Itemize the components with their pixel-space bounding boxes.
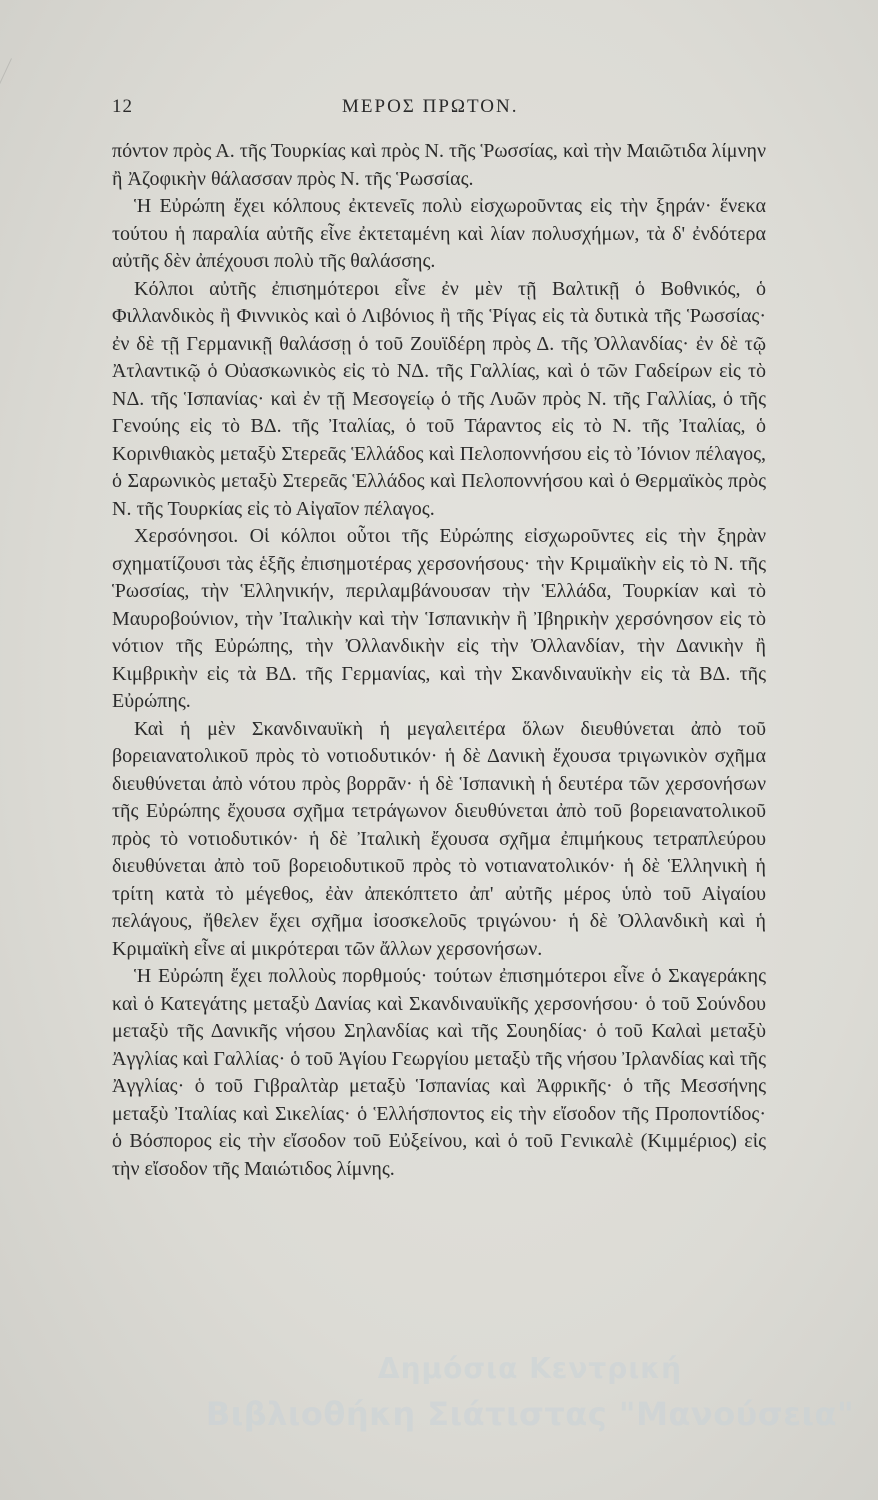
paragraph-coastline: Ἡ Εὐρώπη ἔχει κόλπους ἐκτενεῖς πολὺ εἰσχωροῦντας εἰς τὴν ξηράν· ἕνεκα τούτου ἡ παραλία αὐτῆς εἶνε ἐκτεταμένη καὶ λίαν πολυσχήμων, τὰ δ' ἐνδότερα αὐτῆς δὲν ἀπέχουσι πολὺ τῆς θαλάσσης. xyxy=(112,195,766,272)
paragraph-continuation: πόντον πρὸς Α. τῆς Τουρκίας καὶ πρὸς Ν. τῆς Ῥωσσίας, καὶ τὴν Μαιῶτιδα λίμνην ἢ Ἀζοφικὴν θάλασσαν πρὸς Ν. τῆς Ῥωσσίας. xyxy=(112,140,766,190)
library-watermark-line1: Δημόσια Κεντρική xyxy=(377,1352,683,1385)
body-text xyxy=(112,138,766,1183)
paragraph-peninsulas: Χερσόνησοι. Οἱ κόλποι οὗτοι τῆς Εὐρώπης εἰσχωροῦντες εἰς τὴν ξηρὰν σχηματίζουσι τὰς ἑξῆς ἐπισημοτέρας χερσονήσους· τὴν Κριμαϊκὴν εἰς τὸ Ν. τῆς Ῥωσσίας, τὴν Ἑλληνικήν, περιλαμβάνουσαν τὴν Ἑλλάδα, Τουρκίαν καὶ τὸ Μαυροβούνιον, τὴν Ἰταλικὴν καὶ τὴν Ἱσπανικὴν ἢ Ἰβηρικὴν χερσόνησον εἰς τὸ νότιον τῆς Εὐρώπης, τὴν Ὀλλανδικὴν εἰς τὴν Ὀλλανδίαν, τὴν Δανικὴν ἢ Κιμβρικὴν εἰς τὰ ΒΔ. τῆς Γερμανίας, καὶ τὴν Σκανδιναυϊκὴν εἰς τὰ ΒΔ. τῆς Εὐρώπης. xyxy=(112,525,766,712)
paragraph-gulfs: Κόλποι αὐτῆς ἐπισημότεροι εἶνε ἐν μὲν τῇ Βαλτικῇ ὁ Βοθνικός, ὁ Φιλλανδικὸς ἢ Φιννικὸς καὶ ὁ Λιβόνιος ἢ τῆς Ῥίγας εἰς τὰ δυτικὰ τῆς Ῥωσσίας· ἐν δὲ τῇ Γερμανικῇ θαλάσσῃ ὁ τοῦ Ζουϊδέρη πρὸς Δ. τῆς Ὀλλανδίας· ἐν δὲ τῷ Ἀτλαντικῷ ὁ Οὐασκωνικὸς εἰς τὸ ΝΔ. τῆς Γαλλίας, καὶ ὁ τῶν Γαδείρων εἰς τὸ ΝΔ. τῆς Ἱσπανίας· καὶ ἐν τῇ Μεσογείῳ ὁ τῆς Λυῶν πρὸς Ν. τῆς Γαλλίας, ὁ τῆς Γενούης εἰς τὸ ΒΔ. τῆς Ἰταλίας, ὁ τοῦ Τάραντος εἰς τὸ Ν. τῆς Ἰταλίας, ὁ Κορινθιακὸς μεταξὺ Στερεᾶς Ἑλλάδος καὶ Πελοποννήσου εἰς τὸ Ἰόνιον πέλαγος, ὁ Σαρωνικὸς μεταξὺ Στερεᾶς Ἑλλάδος καὶ Πελοποννήσου καὶ ὁ Θερμαϊκὸς πρὸς Ν. τῆς Τουρκίας εἰς τὸ Αἰγαῖον πέλαγος. xyxy=(112,277,766,520)
page-header xyxy=(112,96,712,120)
scan-mark xyxy=(0,58,25,92)
paragraph-peninsula-directions: Καὶ ἡ μὲν Σκανδιναυϊκὴ ἡ μεγαλειτέρα ὅλων διευθύνεται ἀπὸ τοῦ βορειανατολικοῦ πρὸς τὸ νοτιοδυτικόν· ἡ δὲ Δανικὴ ἔχουσα τριγωνικὸν σχῆμα διευθύνεται ἀπὸ νότου πρὸς βορρᾶν· ἡ δὲ Ἱσπανικὴ ἡ δευτέρα τῶν χερσονήσων τῆς Εὐρώπης ἔχουσα σχῆμα τετράγωνον διευθύνεται ἀπὸ τοῦ βορειανατολικοῦ πρὸς τὸ νοτιοδυτικόν· ἡ δὲ Ἰταλικὴ ἔχουσα σχῆμα ἐπιμήκους τετραπλεύρου διευθύνεται ἀπὸ τοῦ βορειοδυτικοῦ πρὸς τὸ νοτιανατολικόν· ἡ δὲ Ἑλληνικὴ ἡ τρίτη κατὰ τὸ μέγεθος, ἐὰν ἀπεκόπτετο ἀπ' αὐτῆς μέρος ὑπὸ τοῦ Αἰγαίου πελάγους, ἤθελεν ἔχει σχῆμα ἰσοσκελοῦς τριγώνου· ἡ δὲ Ὀλλανδικὴ καὶ ἡ Κριμαϊκὴ εἶνε αἱ μικρότεραι τῶν ἄλλων χερσονήσων. xyxy=(112,717,766,960)
page-number: 12 xyxy=(112,96,133,117)
library-watermark-line2: Βιβλιοθήκη Σιάτιστας "Μανούσεια" xyxy=(205,1395,855,1433)
running-head: ΜΕΡΟΣ ΠΡΩΤΟΝ. xyxy=(342,96,519,117)
paragraph-straits: Ἡ Εὐρώπη ἔχει πολλοὺς πορθμούς· τούτων ἐπισημότεροι εἶνε ὁ Σκαγεράκης καὶ ὁ Κατεγάτης μεταξὺ Δανίας καὶ Σκανδιναυϊκῆς χερσονήσου· ὁ τοῦ Σούνδου μεταξὺ τῆς Δανικῆς νήσου Σηλανδίας καὶ τῆς Σουηδίας· ὁ τοῦ Καλαὶ μεταξὺ Ἀγγλίας καὶ Γαλλίας· ὁ τοῦ Ἁγίου Γεωργίου μεταξὺ τῆς νήσου Ἰρλανδίας καὶ τῆς Ἀγγλίας· ὁ τοῦ Γιβραλτὰρ μεταξὺ Ἱσπανίας καὶ Ἀφρικῆς· ὁ τῆς Μεσσήνης μεταξὺ Ἰταλίας καὶ Σικελίας· ὁ Ἑλλήσποντος εἰς τὴν εἴσοδον τῆς Προποντίδος· ὁ Βόσπορος εἰς τὴν εἴσοδον τοῦ Εὐξείνου, καὶ ὁ τοῦ Γενικαλὲ (Κιμμέριος) εἰς τὴν εἴσοδον τῆς Μαιώτιδος λίμνης. xyxy=(112,965,767,1180)
